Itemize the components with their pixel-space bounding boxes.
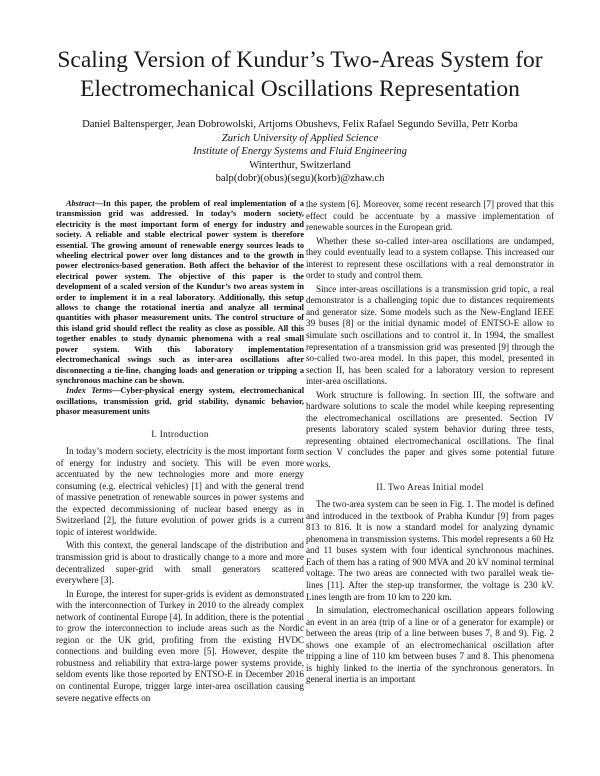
paragraph: Work structure is following. In section III, the software and hardware solutions to scale the model while keeping representing the electromechanical oscillations are presented. Section IV presents laboratory scaled system behavior during three tests, representing obtained electromechanical oscillations. The final section V concludes the paper and gives some potential future works. [306,389,554,470]
paragraph: the system [6]. Moreover, some recent research [7] proved that this effect could be accentuate by a massive implementation of renewable sources in the European grid. [306,199,554,233]
paragraph: Whether these so-called inter-area oscillations are undamped, they could eventually lead to a system collapse. This increased our interest to represent these oscillations with a real demonstrator in order to study and control them. [306,235,554,281]
paragraph: With this context, the general landscape of the distribution and transmission grid is about to drastically change to a more and more decentralized super-grid with small generators scattered everywhere [3]. [56,540,304,586]
section-heading-introduction: I. Introduction [151,428,209,439]
paragraph: Since inter-areas oscillations is a transmission grid topic, a real demonstrator is a challenging topic due to distances requirements and generator size. Some models such as the New-England IEEE 39 buses [8] or the initial dynamic model of ENTSO-E allow to simulate such oscillations and to control it. In 1994, the smallest representation of a transmission grid was presented [9] through the so-called two-area model. In this paper, this model, presented in section II, has been scaled for a laboratory version to represent inter-area oscillations. [306,283,554,387]
index-terms [56,386,304,417]
author-list: Daniel Baltensperger, Jean Dobrowolski, Artjoms Obushevs, Felix Rafael Segundo Sevilla, Petr Korba [82,119,518,130]
author-email: balp(dobr)(obus)(segu)(korb)@zhaw.ch [215,173,385,184]
paragraph: In simulation, electromechanical oscillation appears following an event in an area (trip of a line or of a generator for example) or between the areas (trip of a line between buses 7, 8 and 9). Fig. 2 shows one example of an electromechanical oscillation after tripping a line of 110 km between buses 7 and 8. This phenomena is highly linked to the inertia of the synchronous generators. In general inertia is an important [306,605,554,685]
paragraph: In Europe, the interest for super-grids is evident as demonstrated with the interconnection of Turkey in 2010 to the already complex network of continental Europe [4]. In addition, there is the potential to grow the interconnection to include areas such as the Nordic region or the UK grid, profiting from the existing HVDC connections and building even more [5]. However, despite the robustness and reliability that extra-large power systems provide, seldom events like those reported by ENTSO-E in December 2016 on continental Europe, trigger large inter-area oscillation causing severe negative effects on [56,588,304,703]
section-heading-model: II. Two Areas Initial model [376,481,484,492]
abstract-text: —In this paper, the problem of real implementation of a transmission grid was addressed. In today’s modern society, electricity is the most important form of energy for industry and society. A reliable and stable electrical power system is therefore essential. The growing amount of renewable energy sources leads to wheeling electrical power over long distances and to the growth in power electronics-based generation. Both affect the behavior of the electrical power system. The objective of this paper is the development of a scaled version of the Kundur’s two areas system in order to implement it in a real laboratory. Additionally, this setup allows to change the rotational inertia and analyze all terminal quantities with phasor measurement units. The control structure of this island grid should reflect the reality as close as possible. All this together enables to study dynamic phenomena with a real small power system. With this laboratory implementation electromechanical swings such as inter-area oscillations after disconnecting a tie-line, changing loads and generation or tripping a synchronous machine can be shown. [56,199,304,385]
left-column [56,199,304,706]
paragraph: In today’s modern society, electricity is the most important form of energy for industry and society. This will be even more accentuated by the new technologies more and more energy consuming (e.g. electrical vehicles) [1] and with the general trend of massive penetration of renewable sources in power systems and the expected decommissioning of nuclear based energy as in Switzerland [2], the future evolution of power grids is a current topic of interest worldwide. [56,446,304,537]
index-terms-label: Index Terms [66,386,113,396]
affiliation-university: Zurich University of Applied Science [221,132,379,144]
affiliation-location: Winterthur, Switzerland [249,159,351,171]
abstract-label: Abstract [66,199,95,208]
right-column [306,199,554,688]
paper-title: Scaling Version of Kundur’s Two-Areas System for Electromechanical Oscillations Representation [57,47,543,102]
index-terms-text: —Cyber-physical energy system, electromechanical oscillations, transmission grid, grid stability, dynamic behavior, phasor measurement units [56,386,305,417]
author-block [20,118,580,186]
affiliation-institute: Institute of Energy Systems and Fluid Engineering [193,146,407,157]
abstract [56,199,304,386]
paragraph: The two-area system can be seen in Fig. 1. The model is defined and introduced in the textbook of Prabha Kundur [9] from pages 813 to 816. It is now a standard model for analyzing dynamic phenomena in transmission systems. This model represents a 60 Hz and 11 buses system with four identical synchronous machines. Each of them has a rating of 900 MVA and 20 kV nominal terminal voltage. The two areas are connected with two parallel weak tie-lines [11]. After the step-up transformer, the voltage is 230 kV. Lines length are from 10 km to 220 km. [306,499,554,602]
